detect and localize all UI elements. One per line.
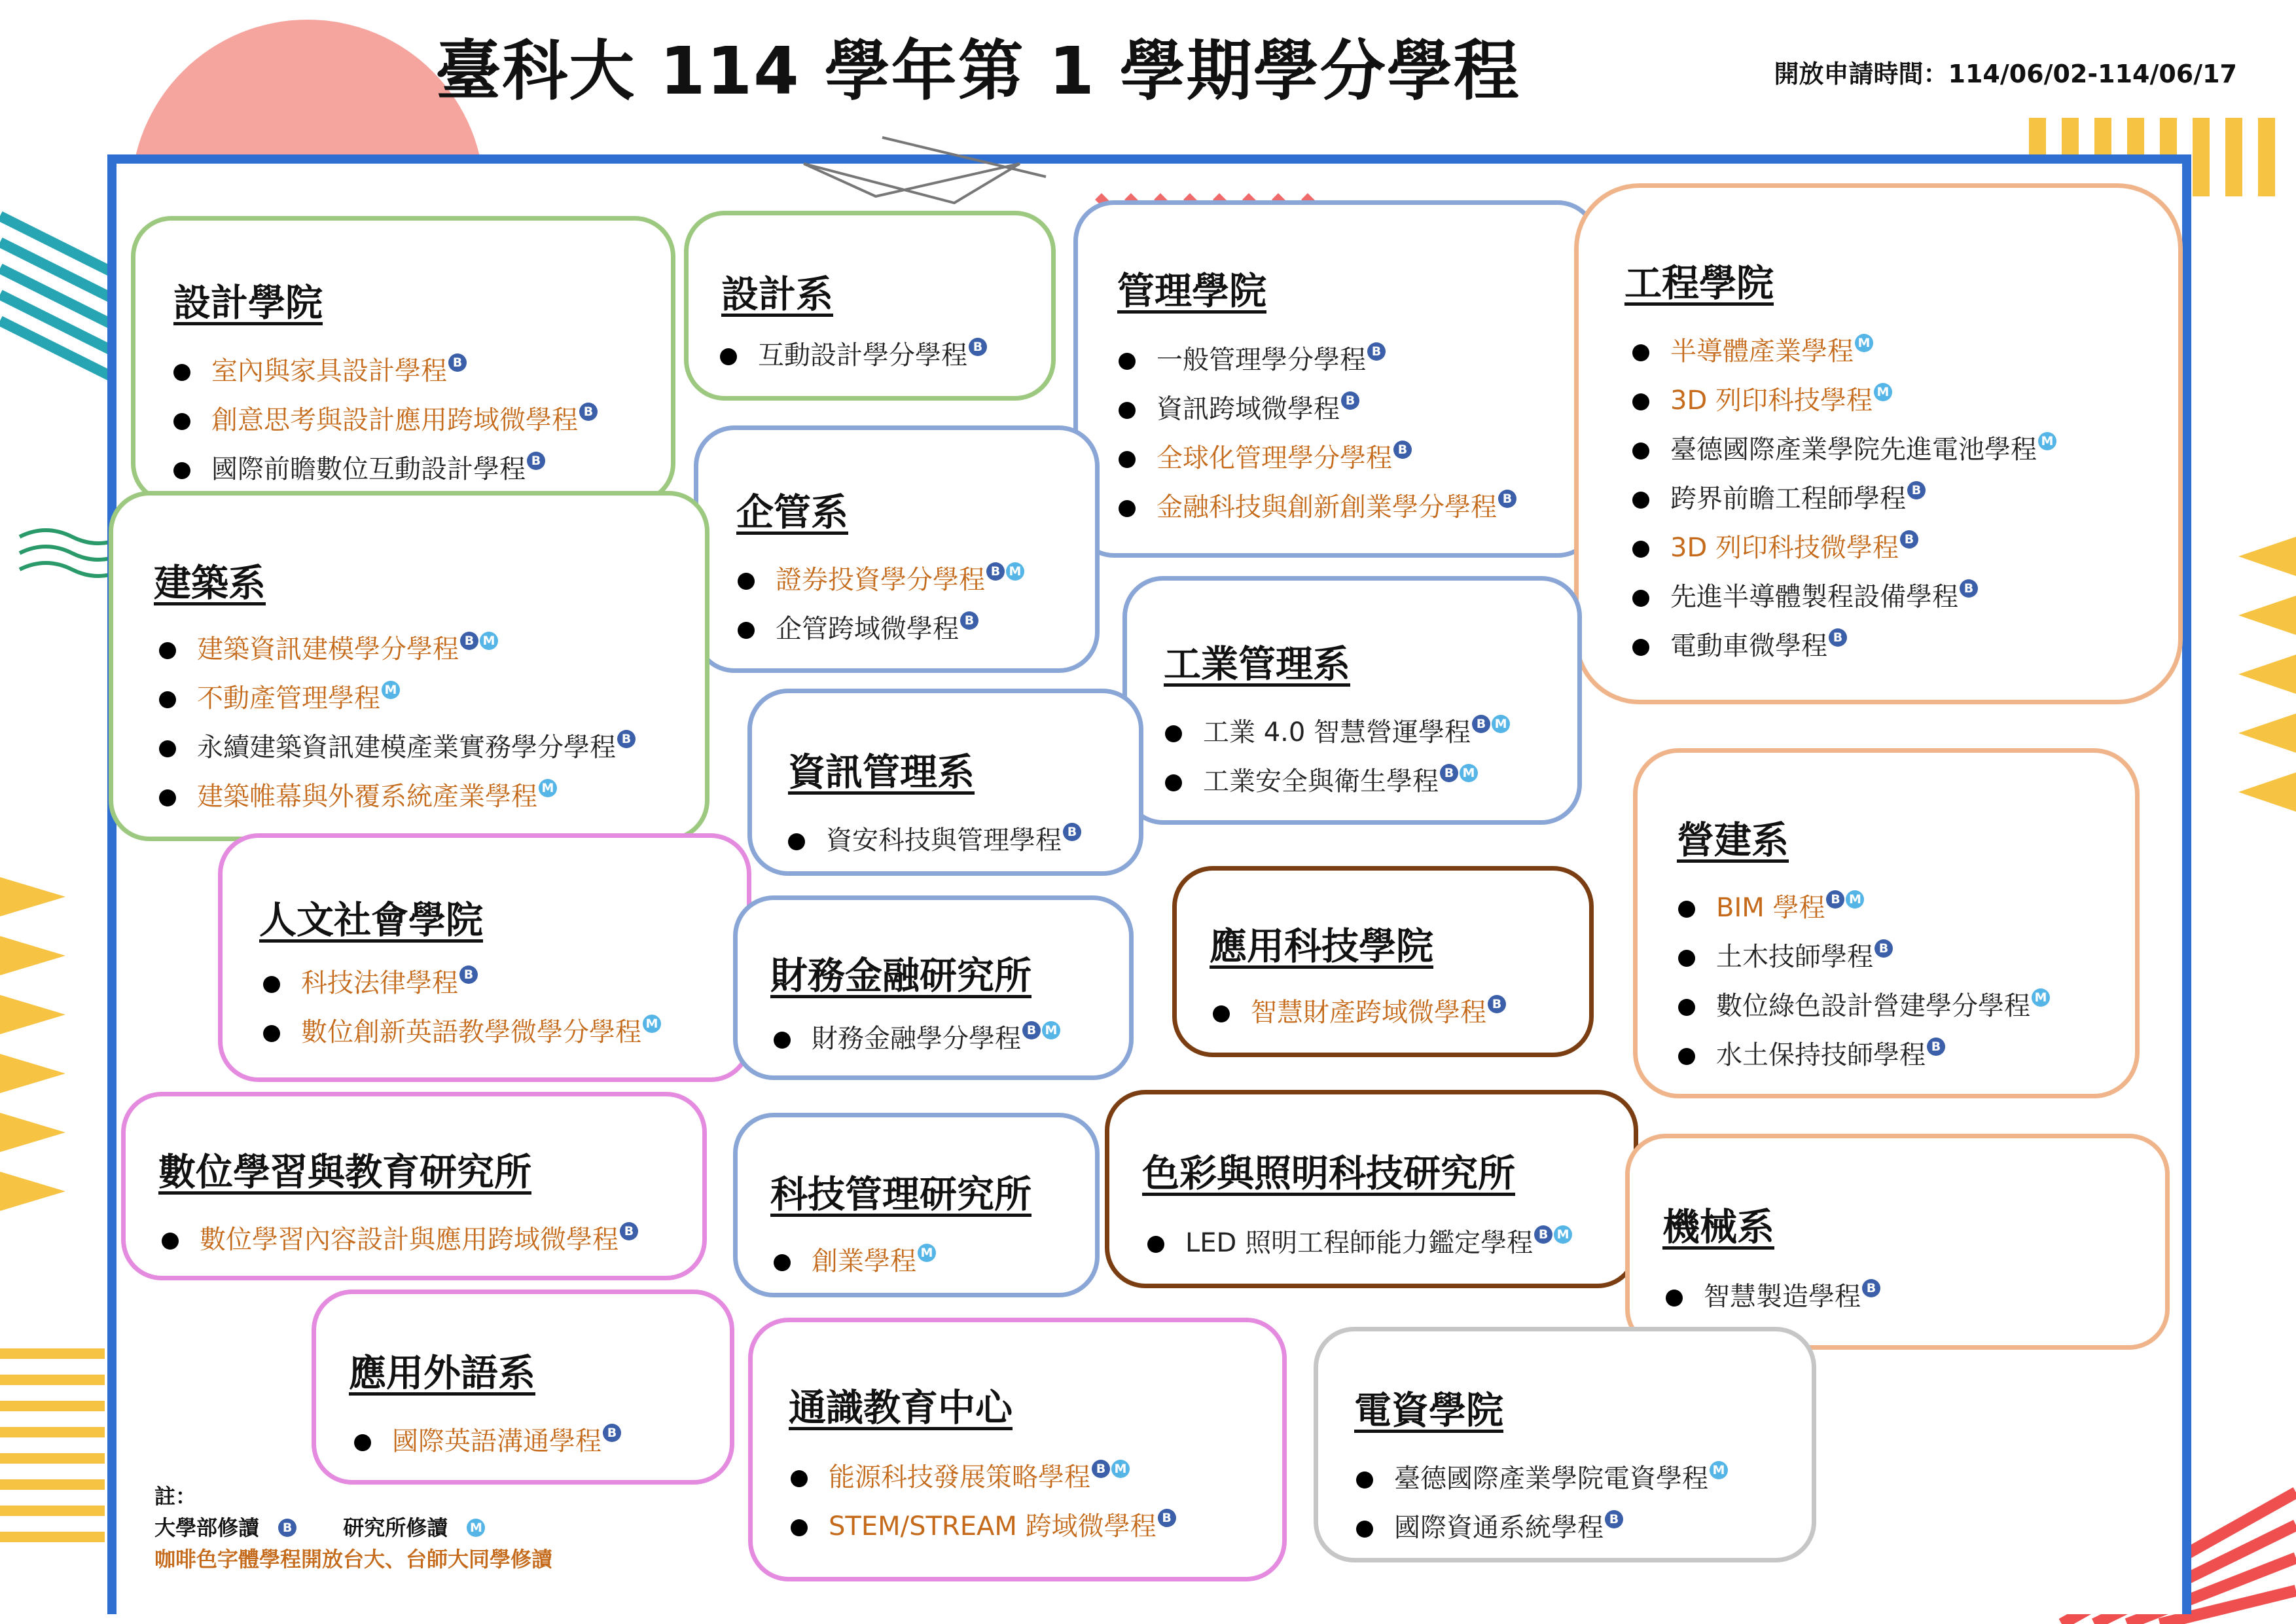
program-item[interactable]: 創意思考與設計應用跨域微學程 B: [173, 396, 598, 445]
page-title: 臺科大 114 學年第 1 學期學分學程: [435, 33, 1520, 109]
undergrad-badge: B: [1927, 1038, 1945, 1056]
unit-box-digital-learning-institute: [121, 1092, 707, 1280]
unit-title: 機械系: [1662, 1206, 1774, 1249]
unit-title: 工業管理系: [1164, 643, 1350, 686]
grad-badge: M: [1006, 562, 1024, 581]
unit-box-architecture-dept: [109, 491, 709, 841]
undergrad-badge: B: [986, 562, 1005, 581]
program-item[interactable]: STEM/STREAM 跨域微學程 B: [791, 1502, 1176, 1551]
program-item[interactable]: BIM 學程 B M: [1678, 884, 2050, 933]
program-item[interactable]: 室內與家具設計學程 B: [173, 347, 598, 396]
unit-box-mechanical-dept: [1625, 1134, 2170, 1350]
unit-box-engineering-college: [1574, 183, 2183, 704]
grad-badge: M: [1460, 764, 1478, 782]
program-item[interactable]: 企管跨域微學程 B: [738, 605, 1024, 654]
grad-badge: M: [539, 779, 557, 797]
unit-title: 色彩與照明科技研究所: [1142, 1152, 1515, 1195]
program-item[interactable]: 數位綠色設計營建學分學程 M: [1678, 982, 2050, 1031]
unit-title: 通識教育中心: [789, 1386, 1013, 1430]
undergrad-badge: B: [603, 1424, 621, 1442]
program-item[interactable]: 先進半導體製程設備學程 B: [1632, 573, 2056, 622]
grad-badge: M: [918, 1244, 936, 1262]
legend: [154, 1481, 552, 1575]
program-item[interactable]: LED 照明工程師能力鑑定學程 B M: [1147, 1219, 1572, 1268]
program-item[interactable]: 工業安全與衛生學程 B M: [1165, 757, 1510, 806]
grad-badge: M: [2032, 988, 2050, 1007]
undergrad-badge: B: [460, 632, 478, 650]
unit-box-applied-science-college: [1172, 866, 1594, 1057]
unit-title: 數位學習與教育研究所: [158, 1151, 531, 1194]
unit-box-industrial-management-dept: [1122, 576, 1582, 825]
unit-box-design-dept: [684, 211, 1056, 401]
unit-title: 營建系: [1677, 819, 1789, 862]
undergrad-badge: B: [1022, 1021, 1041, 1039]
undergrad-badge: B: [1829, 628, 1847, 647]
legend-heading: 註：: [154, 1484, 197, 1509]
grad-badge: M: [1492, 715, 1510, 733]
undergrad-badge: B: [1826, 890, 1844, 909]
program-item[interactable]: 水土保持技師學程 B: [1678, 1031, 2050, 1080]
undergrad-badge: B: [1605, 1510, 1623, 1528]
legend-grad-label: 研究所修讀: [343, 1515, 448, 1540]
grad-badge: M: [1042, 1021, 1060, 1039]
unit-title: 應用科技學院: [1210, 925, 1433, 968]
unit-title: 企管系: [736, 491, 848, 534]
program-item[interactable]: 永續建築資訊建模產業實務學分學程 B: [159, 723, 636, 772]
unit-box-eecs-college: [1314, 1327, 1816, 1562]
unit-title: 建築系: [154, 562, 266, 605]
legend-brown-note: 咖啡色字體學程開放台大、台師大同學修讀: [154, 1547, 553, 1572]
grad-badge: M: [1554, 1225, 1572, 1244]
program-item[interactable]: 半導體產業學程 M: [1632, 327, 2056, 376]
unit-box-technology-management-institute: [733, 1113, 1100, 1297]
unit-box-applied-foreign-language-dept: [312, 1290, 734, 1485]
grad-badge: M: [1710, 1461, 1728, 1479]
legend-undergrad-label: 大學部修讀: [154, 1515, 260, 1540]
undergrad-badge: B: [1960, 579, 1978, 598]
program-item[interactable]: 電動車微學程 B: [1632, 622, 2056, 671]
unit-box-management-college: [1073, 200, 1598, 558]
undergrad-badge: B: [1488, 995, 1506, 1013]
unit-title: 管理學院: [1117, 270, 1266, 313]
undergrad-badge: B: [579, 403, 598, 421]
program-item[interactable]: 科技法律學程 B: [263, 959, 661, 1008]
undergrad-badge: B: [1393, 441, 1412, 459]
undergrad-badge: B: [448, 353, 467, 372]
undergrad-badge: B: [1367, 342, 1386, 361]
unit-box-information-management-dept: [747, 689, 1143, 876]
unit-title: 電資學院: [1354, 1389, 1503, 1432]
program-item[interactable]: 工業 4.0 智慧營運學程 B M: [1165, 708, 1510, 757]
unit-box-humanities-college: [218, 833, 751, 1082]
program-item[interactable]: 3D 列印科技微學程 B: [1632, 524, 2056, 573]
program-item[interactable]: 智慧財產跨域微學程 B: [1213, 988, 1506, 1038]
undergrad-badge: B: [620, 1222, 638, 1240]
program-item[interactable]: 證券投資學分學程 B M: [738, 556, 1024, 605]
unit-box-construction-dept: [1633, 748, 2140, 1098]
program-item[interactable]: 國際前瞻數位互動設計學程 B: [173, 445, 598, 494]
grad-badge: M: [480, 632, 498, 650]
application-period: 開放申請時間：114/06/02-114/06/17: [1774, 60, 2237, 88]
program-item[interactable]: 臺德國際產業學院電資學程 M: [1356, 1454, 1728, 1504]
unit-box-general-education-center: [748, 1318, 1287, 1581]
program-item[interactable]: 金融科技與創新創業學分學程 B: [1119, 483, 1516, 532]
undergrad-badge: B: [1900, 530, 1918, 549]
unit-box-design-college: [131, 216, 675, 504]
program-item[interactable]: 不動產管理學程 M: [159, 674, 636, 723]
undergrad-badge: B: [1440, 764, 1458, 782]
program-item[interactable]: 國際資通系統學程 B: [1356, 1504, 1728, 1553]
program-item[interactable]: 創業學程 M: [774, 1237, 936, 1286]
unit-title: 人文社會學院: [259, 899, 483, 942]
program-item[interactable]: 數位學習內容設計與應用跨域微學程 B: [162, 1216, 638, 1265]
unit-box-business-dept: [694, 425, 1100, 673]
unit-title: 財務金融研究所: [770, 954, 1031, 998]
program-item[interactable]: 臺德國際產業學院先進電池學程 M: [1632, 425, 2056, 475]
program-item[interactable]: 3D 列印科技學程 M: [1632, 376, 2056, 425]
grad-badge: M: [1874, 383, 1892, 401]
program-item[interactable]: 資訊跨域微學程 B: [1119, 385, 1516, 434]
undergrad-badge: B: [969, 338, 987, 356]
program-item[interactable]: 國際英語溝通學程 B: [354, 1417, 621, 1466]
program-item[interactable]: 智慧製造學程 B: [1666, 1272, 1880, 1322]
undergrad-badge: B: [960, 611, 978, 630]
undergrad-badge: B: [1874, 939, 1893, 958]
grad-badge: M: [1855, 334, 1873, 352]
undergrad-badge: B: [459, 965, 478, 984]
program-item[interactable]: 土木技師學程 B: [1678, 933, 2050, 982]
program-item[interactable]: 建築資訊建模學分學程 B M: [159, 625, 636, 674]
unit-title: 應用外語系: [349, 1352, 535, 1395]
grad-badge: M: [643, 1015, 661, 1033]
unit-box-finance-institute: [733, 895, 1134, 1080]
undergrad-badge: B: [1472, 715, 1490, 733]
grad-badge: M: [382, 681, 400, 699]
program-item[interactable]: 跨界前瞻工程師學程 B: [1632, 475, 2056, 524]
undergrad-badge: B: [278, 1519, 296, 1537]
program-item[interactable]: 能源科技發展策略學程 B M: [791, 1453, 1176, 1502]
unit-title: 工程學院: [1624, 262, 1774, 305]
undergrad-badge: B: [1862, 1279, 1880, 1297]
grad-badge: M: [1846, 890, 1864, 909]
undergrad-badge: B: [1092, 1460, 1110, 1478]
unit-title: 設計學院: [173, 281, 323, 325]
program-item[interactable]: 一般管理學分學程 B: [1119, 336, 1516, 385]
grad-badge: M: [2038, 432, 2056, 450]
legend-badges-row: [154, 1512, 552, 1543]
program-item[interactable]: 全球化管理學分學程 B: [1119, 434, 1516, 483]
unit-title: 資訊管理系: [788, 751, 975, 794]
grad-badge: M: [467, 1519, 485, 1537]
undergrad-badge: B: [617, 730, 636, 748]
undergrad-badge: B: [1498, 490, 1516, 508]
program-item[interactable]: 數位創新英語教學微學分學程 M: [263, 1008, 661, 1057]
undergrad-badge: B: [1341, 391, 1359, 410]
program-item[interactable]: 財務金融學分學程 B M: [774, 1015, 1060, 1064]
grad-badge: M: [1111, 1460, 1130, 1478]
unit-box-color-lighting-institute: [1105, 1090, 1638, 1288]
program-item[interactable]: 資安科技與管理學程 B: [788, 816, 1081, 865]
unit-title: 設計系: [721, 273, 833, 316]
undergrad-badge: B: [1534, 1225, 1552, 1244]
undergrad-badge: B: [1158, 1509, 1176, 1527]
program-item[interactable]: 建築帷幕與外覆系統產業學程 M: [159, 772, 636, 821]
undergrad-badge: B: [527, 452, 545, 470]
undergrad-badge: B: [1063, 823, 1081, 841]
unit-title: 科技管理研究所: [770, 1173, 1031, 1216]
program-item[interactable]: 互動設計學分學程 B: [720, 331, 987, 380]
undergrad-badge: B: [1907, 481, 1926, 499]
